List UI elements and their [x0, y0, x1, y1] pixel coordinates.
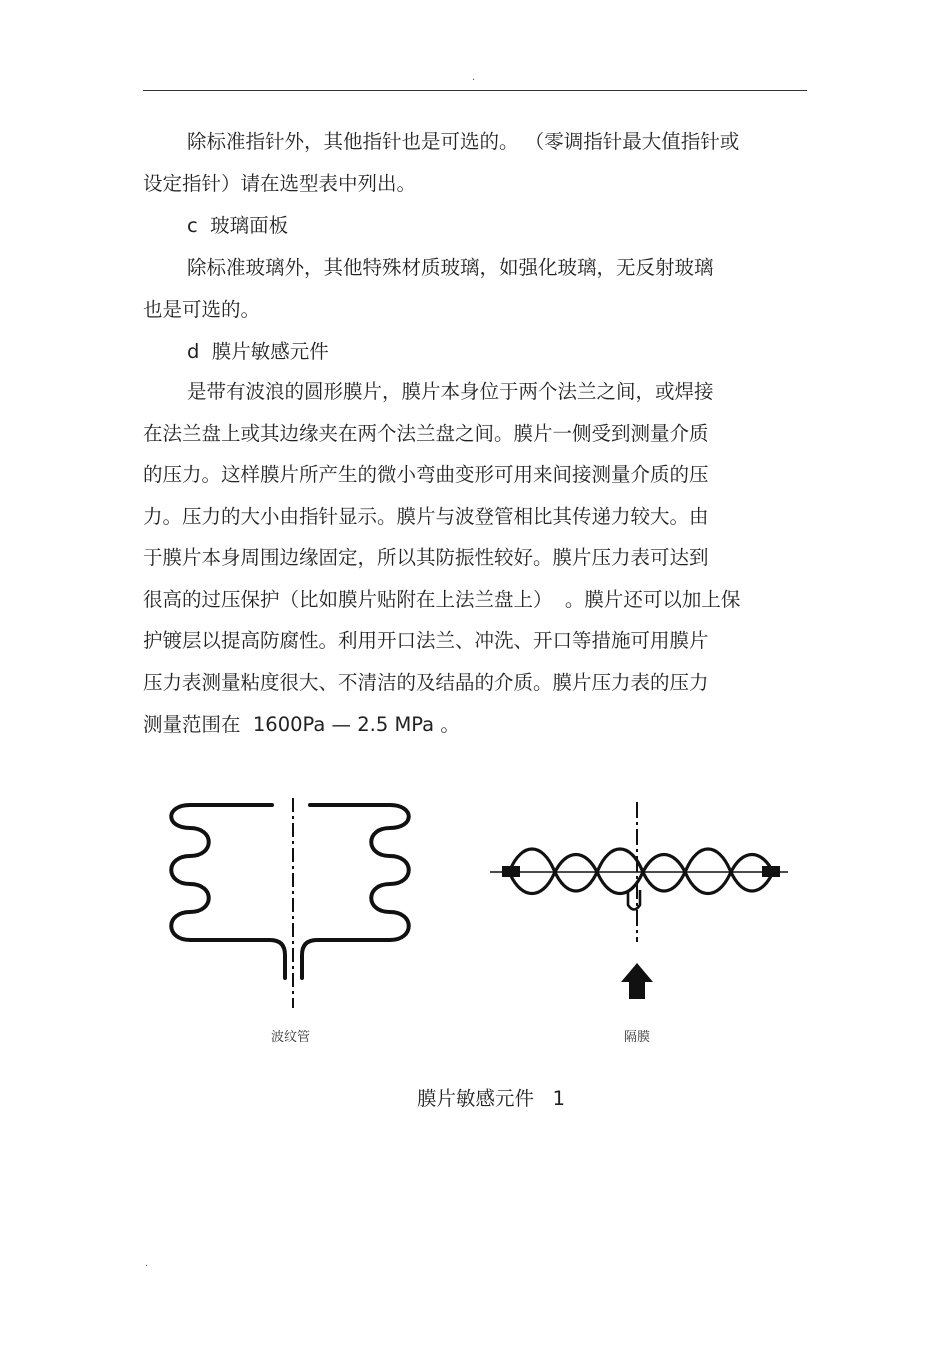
- figure-drawing: [160, 790, 800, 1060]
- body-line: 力。压力的大小由指针显示。膜片与波登管相比其传递力较大。由: [143, 505, 709, 528]
- body-line: 的压力。这样膜片所产生的微小弯曲变形可用来间接测量介质的压: [143, 463, 709, 486]
- pressure-arrow-icon: [621, 963, 653, 999]
- header-rule: [143, 90, 807, 91]
- body-line: 在法兰盘上或其边缘夹在两个法兰盘之间。膜片一侧受到测量介质: [143, 422, 709, 445]
- body-line: 除标准指针外，其他指针也是可选的。 （零调指针最大值指针或: [187, 130, 740, 153]
- section-heading-c: c 玻璃面板: [187, 214, 289, 237]
- bellows-drawing: [171, 805, 409, 978]
- footer-mark: .: [145, 1258, 149, 1269]
- body-line: 测量范围在 1600Pa — 2.5 MPa 。: [143, 713, 460, 736]
- diaphragm-flange-left: [502, 866, 520, 877]
- diaphragm-flange-right: [762, 866, 780, 877]
- body-line: 是带有波浪的圆形膜片，膜片本身位于两个法兰之间，或焊接: [187, 380, 714, 403]
- section-heading-d: d 膜片敏感元件: [187, 340, 329, 363]
- body-line: 除标准玻璃外，其他特殊材质玻璃，如强化玻璃，无反射玻璃: [187, 256, 714, 279]
- figure-diaphragm-elements: [160, 790, 800, 1060]
- body-line: 于膜片本身周围边缘固定，所以其防振性较好。膜片压力表可达到: [143, 546, 709, 569]
- body-line: 也是可选的。: [143, 298, 261, 321]
- diaphragm-label: 隔膜: [624, 1030, 651, 1045]
- figure-caption: 膜片敏感元件 1: [417, 1087, 566, 1110]
- body-line: 护镀层以提高防腐性。利用开口法兰、冲洗、开口等措施可用膜片: [143, 629, 709, 652]
- body-line: 设定指针）请在选型表中列出。: [143, 172, 417, 195]
- body-line: 很高的过压保护（比如膜片贴附在上法兰盘上） 。膜片还可以加上保: [143, 588, 741, 611]
- body-line: 压力表测量粘度很大、不清洁的及结晶的介质。膜片压力表的压力: [143, 671, 709, 694]
- bellows-label: 波纹管: [271, 1030, 311, 1045]
- header-mark: .: [472, 72, 476, 83]
- diaphragm-drawing: [510, 849, 774, 910]
